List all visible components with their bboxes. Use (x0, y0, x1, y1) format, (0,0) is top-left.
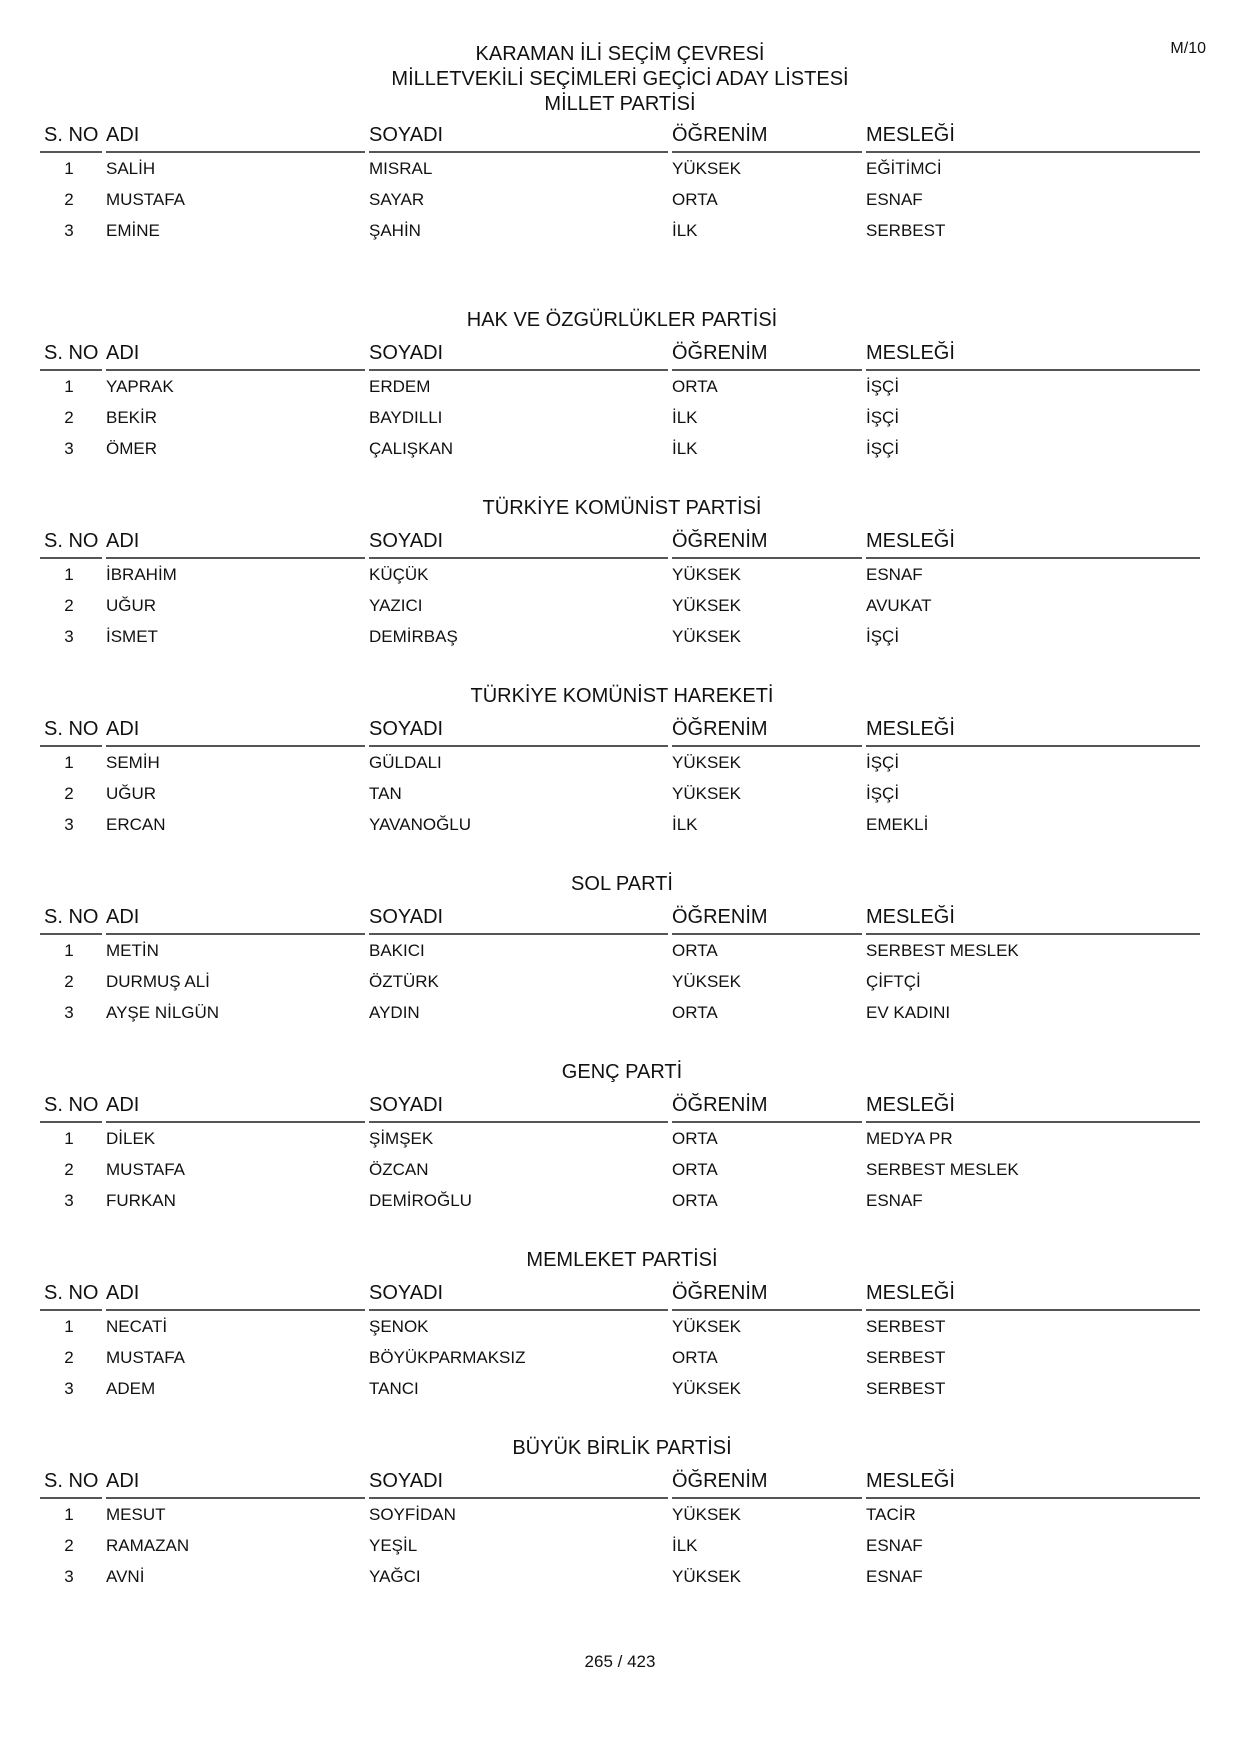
party-section (40, 305, 1204, 493)
column-header-last-name: SOYADI (369, 1463, 672, 1499)
cell-sno: 1 (64, 377, 74, 396)
party-title: MEMLEKET PARTİSİ (526, 1249, 718, 1271)
cell-sno: 3 (64, 1379, 74, 1398)
party-title: HAK VE ÖZGÜRLÜKLER PARTİSİ (466, 309, 778, 331)
cell-education: İLK (672, 815, 698, 834)
cell-education: YÜKSEK (672, 1317, 741, 1336)
table-row (40, 1373, 1204, 1404)
column-header-sno: S. NO (40, 899, 106, 935)
cell-first-name: MUSTAFA (106, 190, 186, 209)
column-header-occupation: MESLEĞİ (866, 523, 1204, 559)
cell-last-name: ÖZTÜRK (369, 972, 439, 991)
column-header-last-name: SOYADI (369, 711, 672, 747)
cell-education: İLK (672, 408, 698, 427)
cell-sno: 2 (64, 1536, 74, 1555)
table-row (40, 371, 1204, 402)
column-header-education: ÖĞRENİM (672, 899, 866, 935)
cell-occupation: SERBEST MESLEK (866, 941, 1019, 960)
cell-occupation: İŞÇİ (866, 627, 900, 646)
column-header-education: ÖĞRENİM (672, 523, 866, 559)
cell-occupation: AVUKAT (866, 596, 932, 615)
cell-first-name: SEMİH (106, 753, 160, 772)
table-row (40, 1154, 1204, 1185)
cell-first-name: FURKAN (106, 1191, 176, 1210)
cell-education: İLK (672, 221, 698, 240)
cell-first-name: MUSTAFA (106, 1348, 186, 1367)
column-header-sno: S. NO (40, 1275, 106, 1311)
party-sections (40, 117, 1204, 1621)
cell-sno: 2 (64, 1348, 74, 1367)
cell-education: ORTA (672, 1003, 718, 1022)
party-section (40, 1245, 1204, 1433)
cell-last-name: TANCI (369, 1379, 419, 1398)
cell-last-name: BAYDILLI (369, 408, 443, 427)
cell-occupation: SERBEST (866, 1317, 946, 1336)
cell-first-name: İBRAHİM (106, 565, 177, 584)
document-header (0, 42, 1240, 117)
column-header-sno: S. NO (40, 711, 106, 747)
cell-last-name: AYDIN (369, 1003, 420, 1022)
cell-last-name: DEMİROĞLU (369, 1191, 472, 1210)
table-row (40, 184, 1204, 215)
cell-last-name: BÖYÜKPARMAKSIZ (369, 1348, 526, 1367)
cell-sno: 3 (64, 221, 74, 240)
table-row (40, 1342, 1204, 1373)
cell-last-name: SAYAR (369, 190, 425, 209)
table-row (40, 402, 1204, 433)
party-title: GENÇ PARTİ (561, 1061, 683, 1083)
cell-education: YÜKSEK (672, 784, 741, 803)
column-header-first-name: ADI (106, 1463, 369, 1499)
cell-last-name: TAN (369, 784, 402, 803)
cell-occupation: ESNAF (866, 1191, 923, 1210)
cell-first-name: ÖMER (106, 439, 157, 458)
cell-education: YÜKSEK (672, 1567, 741, 1586)
column-header-sno: S. NO (40, 335, 106, 371)
cell-first-name: AYŞE NİLGÜN (106, 1003, 220, 1022)
party-section (40, 681, 1204, 869)
cell-occupation: İŞÇİ (866, 753, 900, 772)
cell-sno: 1 (64, 1129, 74, 1148)
cell-last-name: YAVANOĞLU (369, 815, 472, 834)
cell-occupation: SERBEST (866, 221, 946, 240)
cell-education: ORTA (672, 941, 718, 960)
cell-occupation: ESNAF (866, 1536, 923, 1555)
cell-sno: 2 (64, 1160, 74, 1179)
cell-education: İLK (672, 439, 698, 458)
column-header-first-name: ADI (106, 117, 369, 153)
cell-education: YÜKSEK (672, 1379, 741, 1398)
column-header-occupation: MESLEĞİ (866, 1087, 1204, 1123)
cell-education: YÜKSEK (672, 565, 741, 584)
table-header (40, 1463, 1204, 1499)
table-row (40, 1561, 1204, 1592)
cell-occupation: İŞÇİ (866, 439, 900, 458)
table-header (40, 899, 1204, 935)
table-row (40, 1530, 1204, 1561)
cell-first-name: METİN (106, 941, 159, 960)
column-header-first-name: ADI (106, 1087, 369, 1123)
cell-last-name: MISRAL (369, 159, 433, 178)
cell-sno: 1 (64, 753, 74, 772)
page-number: 265 / 423 (584, 1652, 656, 1671)
page-code: M/10 (1170, 40, 1206, 57)
cell-occupation: İŞÇİ (866, 408, 900, 427)
cell-last-name: SOYFİDAN (369, 1505, 456, 1524)
cell-education: ORTA (672, 190, 718, 209)
column-header-education: ÖĞRENİM (672, 1087, 866, 1123)
column-header-first-name: ADI (106, 899, 369, 935)
table-row (40, 590, 1204, 621)
header-province: KARAMAN İLİ SEÇİM ÇEVRESİ (475, 43, 765, 65)
party-section (40, 117, 1204, 305)
cell-occupation: EV KADINI (866, 1003, 951, 1022)
cell-occupation: SERBEST (866, 1379, 946, 1398)
table-header (40, 1087, 1204, 1123)
table-header (40, 1275, 1204, 1311)
table-row (40, 966, 1204, 997)
column-header-first-name: ADI (106, 711, 369, 747)
column-header-occupation: MESLEĞİ (866, 117, 1204, 153)
cell-education: YÜKSEK (672, 596, 741, 615)
table-row (40, 433, 1204, 464)
cell-occupation: ÇİFTÇİ (866, 972, 921, 991)
header-first-party: MİLLET PARTİSİ (544, 93, 696, 115)
cell-first-name: DURMUŞ ALİ (106, 972, 210, 991)
cell-sno: 3 (64, 627, 74, 646)
cell-occupation: SERBEST MESLEK (866, 1160, 1019, 1179)
cell-first-name: YAPRAK (106, 377, 174, 396)
cell-sno: 3 (64, 815, 74, 834)
column-header-first-name: ADI (106, 523, 369, 559)
cell-first-name: EMİNE (106, 221, 160, 240)
column-header-education: ÖĞRENİM (672, 117, 866, 153)
cell-first-name: ERCAN (106, 815, 166, 834)
table-row (40, 153, 1204, 184)
table-row (40, 778, 1204, 809)
cell-education: ORTA (672, 1129, 718, 1148)
cell-education: İLK (672, 1536, 698, 1555)
cell-education: ORTA (672, 1191, 718, 1210)
cell-last-name: ÇALIŞKAN (369, 439, 454, 458)
table-header (40, 523, 1204, 559)
cell-education: ORTA (672, 377, 718, 396)
cell-sno: 3 (64, 1567, 74, 1586)
cell-first-name: UĞUR (106, 784, 157, 803)
column-header-first-name: ADI (106, 1275, 369, 1311)
column-header-occupation: MESLEĞİ (866, 1463, 1204, 1499)
column-header-education: ÖĞRENİM (672, 335, 866, 371)
cell-occupation: EMEKLİ (866, 815, 929, 834)
cell-occupation: ESNAF (866, 1567, 923, 1586)
cell-first-name: AVNİ (106, 1567, 145, 1586)
cell-last-name: YEŞİL (369, 1536, 418, 1555)
table-row (40, 559, 1204, 590)
party-title: TÜRKİYE KOMÜNİST PARTİSİ (482, 497, 762, 519)
party-title: BÜYÜK BİRLİK PARTİSİ (512, 1437, 732, 1459)
cell-education: YÜKSEK (672, 753, 741, 772)
cell-last-name: GÜLDALI (369, 753, 442, 772)
cell-occupation: EĞİTİMCİ (866, 159, 942, 178)
column-header-education: ÖĞRENİM (672, 711, 866, 747)
column-header-sno: S. NO (40, 117, 106, 153)
cell-first-name: RAMAZAN (106, 1536, 190, 1555)
party-section (40, 869, 1204, 1057)
cell-sno: 3 (64, 1191, 74, 1210)
table-row (40, 1123, 1204, 1154)
column-header-last-name: SOYADI (369, 1087, 672, 1123)
table-row (40, 215, 1204, 246)
table-row (40, 1311, 1204, 1342)
party-section (40, 1057, 1204, 1245)
cell-last-name: DEMİRBAŞ (369, 627, 458, 646)
cell-occupation: TACİR (866, 1505, 916, 1524)
party-title: TÜRKİYE KOMÜNİST HAREKETİ (470, 685, 774, 707)
column-header-education: ÖĞRENİM (672, 1463, 866, 1499)
column-header-occupation: MESLEĞİ (866, 335, 1204, 371)
cell-sno: 1 (64, 1317, 74, 1336)
cell-sno: 1 (64, 941, 74, 960)
cell-first-name: BEKİR (106, 408, 158, 427)
cell-sno: 2 (64, 596, 74, 615)
cell-education: YÜKSEK (672, 1505, 741, 1524)
cell-education: YÜKSEK (672, 972, 741, 991)
cell-education: ORTA (672, 1348, 718, 1367)
cell-last-name: ŞİMŞEK (369, 1129, 434, 1148)
column-header-sno: S. NO (40, 523, 106, 559)
cell-first-name: MESUT (106, 1505, 166, 1524)
table-header (40, 335, 1204, 371)
table-header (40, 117, 1204, 153)
cell-occupation: ESNAF (866, 190, 923, 209)
column-header-last-name: SOYADI (369, 1275, 672, 1311)
column-header-first-name: ADI (106, 335, 369, 371)
cell-education: YÜKSEK (672, 627, 741, 646)
cell-occupation: SERBEST (866, 1348, 946, 1367)
cell-sno: 1 (64, 1505, 74, 1524)
column-header-sno: S. NO (40, 1463, 106, 1499)
cell-last-name: ÖZCAN (369, 1160, 429, 1179)
cell-last-name: YAZICI (369, 596, 423, 615)
table-row (40, 621, 1204, 652)
cell-occupation: MEDYA PR (866, 1129, 953, 1148)
cell-first-name: NECATİ (106, 1317, 168, 1336)
cell-first-name: DİLEK (106, 1129, 156, 1148)
column-header-sno: S. NO (40, 1087, 106, 1123)
party-title: SOL PARTİ (571, 873, 673, 895)
cell-sno: 1 (64, 565, 74, 584)
cell-last-name: KÜÇÜK (369, 565, 429, 584)
table-row (40, 809, 1204, 840)
cell-first-name: MUSTAFA (106, 1160, 186, 1179)
cell-sno: 2 (64, 784, 74, 803)
cell-last-name: ŞENOK (369, 1317, 429, 1336)
cell-last-name: BAKICI (369, 941, 425, 960)
cell-occupation: İŞÇİ (866, 784, 900, 803)
cell-sno: 3 (64, 439, 74, 458)
table-row (40, 1185, 1204, 1216)
party-section (40, 1433, 1204, 1621)
column-header-occupation: MESLEĞİ (866, 1275, 1204, 1311)
column-header-education: ÖĞRENİM (672, 1275, 866, 1311)
cell-sno: 2 (64, 190, 74, 209)
cell-occupation: ESNAF (866, 565, 923, 584)
cell-sno: 2 (64, 972, 74, 991)
cell-first-name: İSMET (106, 627, 158, 646)
cell-sno: 1 (64, 159, 74, 178)
cell-occupation: İŞÇİ (866, 377, 900, 396)
cell-last-name: YAĞCI (369, 1567, 421, 1586)
cell-last-name: ERDEM (369, 377, 431, 396)
column-header-last-name: SOYADI (369, 335, 672, 371)
cell-sno: 2 (64, 408, 74, 427)
cell-education: ORTA (672, 1160, 718, 1179)
column-header-last-name: SOYADI (369, 899, 672, 935)
party-section (40, 493, 1204, 681)
column-header-last-name: SOYADI (369, 523, 672, 559)
cell-education: YÜKSEK (672, 159, 741, 178)
table-row (40, 935, 1204, 966)
table-row (40, 747, 1204, 778)
cell-sno: 3 (64, 1003, 74, 1022)
cell-first-name: ADEM (106, 1379, 156, 1398)
table-row (40, 1499, 1204, 1530)
cell-first-name: UĞUR (106, 596, 157, 615)
table-row (40, 997, 1204, 1028)
column-header-last-name: SOYADI (369, 117, 672, 153)
column-header-occupation: MESLEĞİ (866, 711, 1204, 747)
table-header (40, 711, 1204, 747)
column-header-occupation: MESLEĞİ (866, 899, 1204, 935)
cell-first-name: SALİH (106, 159, 156, 178)
cell-last-name: ŞAHİN (369, 221, 421, 240)
header-list-title: MİLLETVEKİLİ SEÇİMLERİ GEÇİCİ ADAY LİSTESİ (391, 68, 849, 90)
